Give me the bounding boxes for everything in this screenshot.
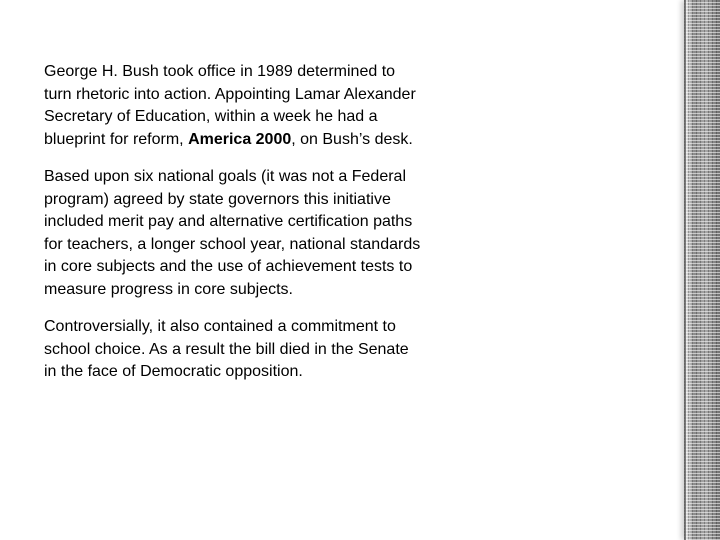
paragraph-bush-america-2000 [44, 61, 424, 151]
paragraph-1-ending: , on Bush’s desk. [291, 130, 413, 148]
america-2000-emphasis: America 2000 [188, 130, 292, 148]
decorative-side-strip [684, 0, 720, 540]
paragraph-national-goals: Based upon six national goals (it was not a Federal program) agreed by state governors this initiative included merit pay and alternative certification paths for teachers, a longer school year, national standards in core subjects and the use of achievement tests to measure progress in core subjects. [44, 168, 421, 298]
paragraph-school-choice: Controversially, it also contained a commitment to school choice. As a result the bill died in the Senate in the face of Democratic opposition. [44, 318, 409, 380]
paragraph-1-text: George H. Bush took office in 1989 determined to turn rhetoric into action. Appointing Lamar Alexander Secretary of Education, within a week he had a blueprint for reform, [44, 63, 416, 148]
slide-text-block [44, 61, 424, 384]
